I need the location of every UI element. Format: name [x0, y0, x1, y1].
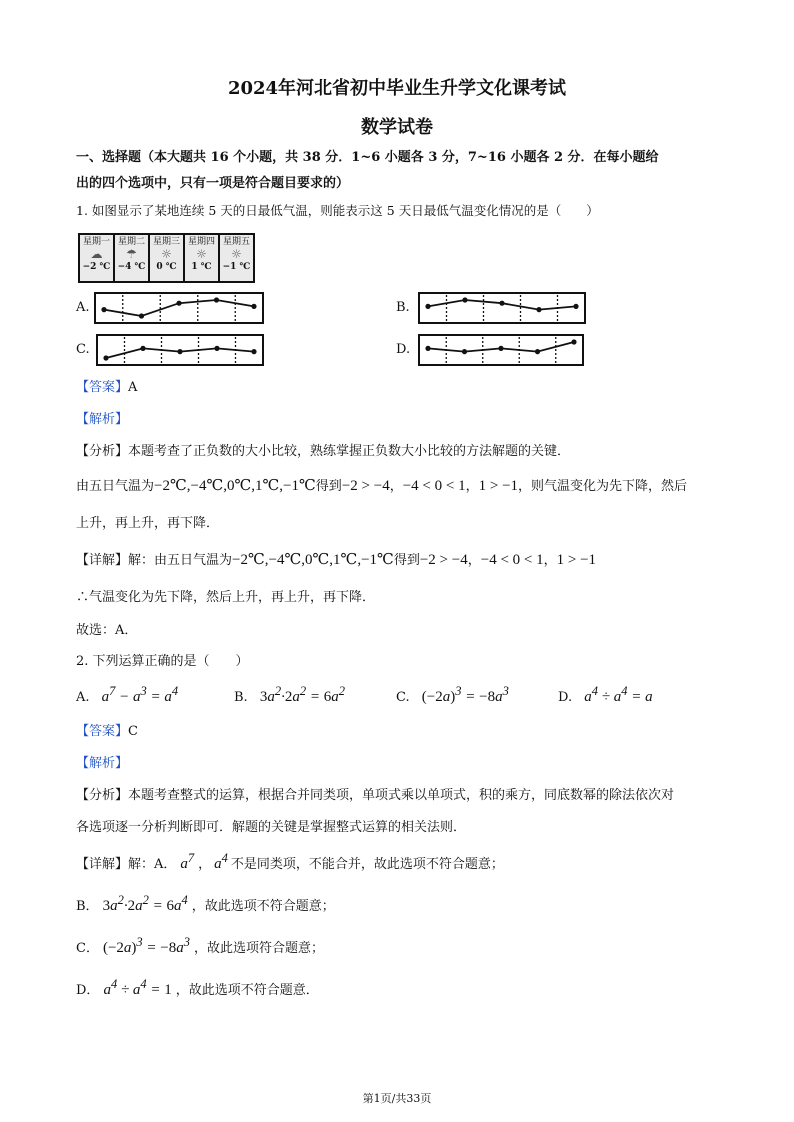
analysis-tag: 【解析】: [76, 756, 129, 771]
temps-math: −2℃,−4℃,0℃,1℃,−1℃: [232, 552, 394, 568]
q2-detail-b: [76, 893, 335, 915]
comma: ，: [198, 857, 212, 872]
graph-point: [571, 339, 576, 344]
q1-analysis: [76, 440, 570, 459]
graph-point: [425, 346, 430, 351]
weather-day: 星期二: [117, 237, 145, 247]
option-label: B.: [234, 690, 248, 705]
formula: $a^4$: [214, 851, 228, 872]
weather-temp: −1 ℃: [222, 262, 251, 272]
q2-option-b: [234, 684, 345, 706]
detail-head: 【详解】: [76, 857, 129, 872]
answer-value: C: [128, 724, 138, 739]
q1-analysis-tag: [76, 408, 128, 427]
compare-math: −4 < 0 < 1: [480, 552, 544, 568]
compare-math: −2 > −4: [341, 478, 390, 494]
q1-option-c-label: C.: [76, 342, 90, 357]
detail-label: B．: [76, 899, 99, 914]
formula-a: $a^7 - a^3 = a^4$: [101, 684, 179, 705]
comma: ，: [465, 479, 479, 494]
graph-point: [573, 304, 578, 309]
sun-icon: ☼: [196, 247, 207, 261]
weather-card-wed: [148, 233, 185, 283]
q1-choose: 故选：A．: [76, 623, 138, 638]
comma: ，: [389, 479, 403, 494]
formula-d: $a^4 \div a^4 = a$: [584, 684, 653, 705]
graph-point: [177, 349, 182, 354]
weather-day: 星期一: [82, 237, 110, 247]
q2-analysis-line1: [76, 784, 674, 803]
option-label: D.: [558, 690, 573, 705]
answer-tag: 【答案】: [76, 724, 129, 739]
graph-point: [498, 346, 503, 351]
q2-detail-a: [76, 851, 504, 873]
q1-option-b-label: B.: [396, 300, 410, 315]
temps-math: −2℃,−4℃,0℃,1℃,−1℃: [154, 478, 316, 494]
formula-b: $3a^2\cdot 2a^2 = 6a^2$: [259, 684, 345, 705]
q2-option-d: [558, 684, 653, 706]
weather-day: 星期五: [222, 237, 250, 247]
detail-text: 解：由五日气温为: [128, 553, 233, 568]
compare-math: −2 > −4: [419, 552, 468, 568]
analysis-head: 【分析】: [76, 444, 129, 459]
graph-point: [425, 304, 430, 309]
page-number: 第1页/共33页: [362, 1092, 432, 1105]
cloud-icon: ☁: [90, 247, 103, 261]
q1-option-a-graph: [94, 292, 264, 324]
q1-option-d-graph: [418, 334, 584, 366]
q2-stem: 2. 下列运算正确的是（ ）: [76, 654, 249, 669]
q2-option-a: [76, 684, 178, 706]
graph-point: [214, 297, 219, 302]
q2-option-c: [396, 684, 509, 706]
weather-card-thu: [183, 233, 220, 283]
reason-text: 得到: [315, 479, 342, 494]
weather-card-tue: [113, 233, 150, 283]
detail-label: C．: [76, 941, 99, 956]
formula-c: $(-2a)^3 = -8a^3$: [421, 684, 509, 705]
graph-point: [536, 307, 541, 312]
answer-value: A: [128, 380, 138, 395]
graph-point: [103, 355, 108, 360]
weather-temp: 1 ℃: [191, 262, 212, 272]
weather-day: 星期三: [152, 237, 180, 247]
analysis-text: 本题考查整式的运算，根据合并同类项，单项式乘以单项式，积的乘方，同底数幂的除法依次对: [128, 788, 675, 803]
compare-math: −4 < 0 < 1: [402, 478, 466, 494]
comma: ，: [543, 553, 557, 568]
compare-math: 1 > −1: [556, 552, 597, 568]
q1-option-d-label: D.: [396, 342, 411, 357]
graph-point: [140, 346, 145, 351]
detail-text: ，故此选项不符合题意．: [175, 983, 319, 998]
graph-point: [535, 349, 540, 354]
sun-icon: ☼: [231, 247, 242, 261]
detail-text: ，故此选项不符合题意；: [191, 899, 335, 914]
answer-tag: 【答案】: [76, 380, 129, 395]
rain-icon: ☂: [126, 247, 137, 261]
detail-label: D．: [76, 983, 100, 998]
q2-answer: [76, 720, 138, 739]
analysis-text: 本题考查了正负数的大小比较，熟练掌握正负数大小比较的方法解题的关键．: [128, 444, 571, 459]
q2-analysis-tag: [76, 752, 128, 771]
q1-reason-line2: 上升，再上升，再下降．: [76, 516, 220, 531]
q1-option-a-label: A.: [76, 300, 90, 315]
graph-point: [214, 346, 219, 351]
weather-temp: −4 ℃: [117, 262, 146, 272]
q1-option-b-graph: [418, 292, 586, 324]
weather-card-fri: [218, 233, 255, 283]
exam-subtitle: 数学试卷: [361, 117, 433, 138]
q1-answer: [76, 376, 137, 395]
detail-text: ，故此选项符合题意；: [194, 941, 325, 956]
formula: $a^4 \div a^4 = 1$: [103, 977, 172, 998]
exam-title: 2024年河北省初中毕业生升学文化课考试: [227, 78, 567, 99]
analysis-tag: 【解析】: [76, 412, 129, 427]
comma: ，: [467, 553, 481, 568]
formula: $3a^2\cdot 2a^2 = 6a^4$: [102, 893, 188, 914]
sun-icon: ☼: [161, 247, 172, 261]
compare-math: 1 > −1: [478, 478, 519, 494]
option-label: A.: [76, 690, 90, 705]
graph-point: [139, 313, 144, 318]
reason-text: ，则气温变化为先下降，然后: [518, 479, 688, 494]
q1-reason-line1: [76, 475, 687, 495]
reason-text: 由五日气温为: [76, 479, 155, 494]
weather-day: 星期四: [187, 237, 215, 247]
weather-temp: −2 ℃: [82, 262, 111, 272]
section-heading-line2: 出的四个选项中，只有一项是符合题目要求的）: [76, 176, 350, 191]
detail-text: 解：A．: [128, 857, 177, 872]
q1-conclusion: ∴气温变化为先下降，然后上升，再上升，再下降．: [76, 590, 376, 605]
weather-temp: 0 ℃: [156, 262, 177, 272]
formula: $a^7$: [180, 851, 195, 872]
q2-analysis-line2: 各选项逐一分析判断即可．解题的关键是掌握整式运算的相关法则．: [76, 820, 467, 835]
q1-option-c-graph: [96, 334, 264, 366]
option-label: C.: [396, 690, 410, 705]
detail-text: 得到: [393, 553, 420, 568]
section-heading-line1: 一、选择题（本大题共 16 个小题，共 38 分．1~6 小题各 3 分，7~16 小题各 2 分．在每小题给: [76, 150, 659, 165]
graph-point: [176, 301, 181, 306]
graph-point: [462, 297, 467, 302]
formula: $(-2a)^3 = -8a^3$: [102, 935, 191, 956]
graph-point: [499, 301, 504, 306]
q2-detail-c: [76, 935, 324, 957]
analysis-head: 【分析】: [76, 788, 129, 803]
detail-head: 【详解】: [76, 553, 129, 568]
q1-detail: [76, 549, 596, 569]
graph-frame: [95, 293, 263, 323]
graph-point: [251, 304, 256, 309]
detail-text: 不是同类项，不能合并，故此选项不符合题意；: [230, 857, 504, 872]
weather-card-mon: [78, 233, 115, 283]
graph-point: [101, 307, 106, 312]
graph-point: [462, 349, 467, 354]
q1-stem: 1. 如图显示了某地连续 5 天的日最低气温，则能表示这 5 天日最低气温变化情况的是（ ）: [76, 203, 599, 218]
graph-point: [251, 349, 256, 354]
q2-detail-d: [76, 977, 319, 999]
